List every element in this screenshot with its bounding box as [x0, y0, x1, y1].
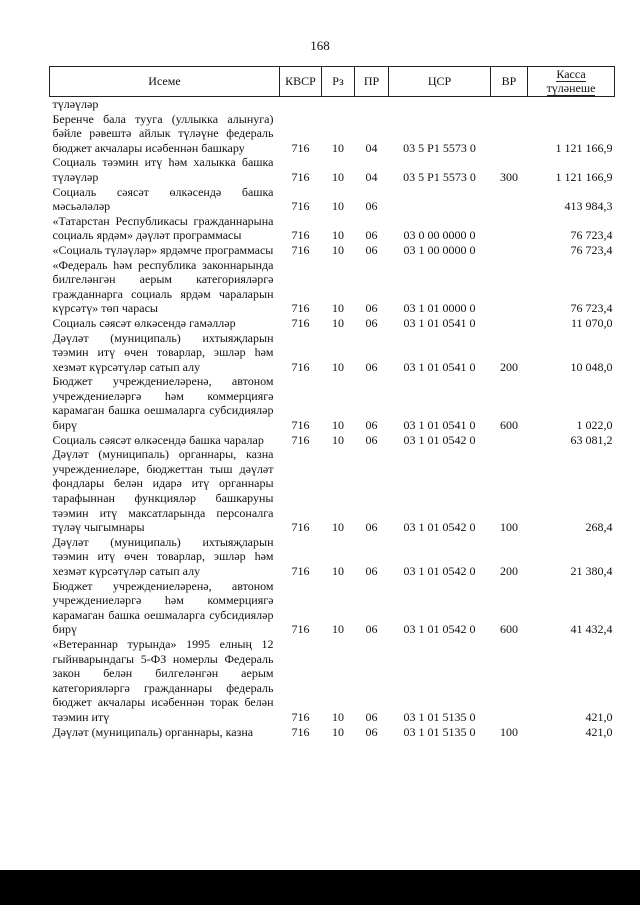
row-name: түләүләр	[52, 97, 99, 111]
header-kvsr: КВСР	[280, 67, 322, 97]
row-rz: 10	[332, 359, 344, 374]
table-row	[50, 258, 615, 316]
row-name: Социаль тәэмин итү һәм халыкка башка түләүләр	[52, 155, 274, 184]
table-row	[50, 637, 615, 725]
row-rz: 10	[332, 199, 344, 214]
row-name: «Федераль һәм республика законнарында билгеләнгән аерым категорияләргә гражданнарга социаль ярдәм чараларын күрсәтү» төп чарасы	[52, 257, 274, 316]
row-rz: 10	[332, 301, 344, 316]
row-amount: 76 723,4	[570, 242, 613, 257]
row-amount: 76 723,4	[570, 228, 613, 243]
row-amount: 11 070,0	[570, 315, 613, 330]
row-kvsr: 716	[291, 228, 310, 243]
row-csr: 03 1 01 0542 0	[403, 564, 476, 578]
table-row	[50, 331, 615, 375]
row-vr: 200	[500, 564, 518, 578]
row-kvsr: 716	[291, 564, 310, 578]
row-amount: 421,0	[585, 724, 613, 739]
row-kvsr: 716	[291, 724, 310, 739]
row-vr	[491, 112, 528, 156]
table-row	[50, 214, 615, 243]
row-name: Дәүләт (муниципаль) органнары, казна	[52, 724, 254, 739]
row-name: Беренче бала туугa (уллыкка алынуга) бәйле рәвештә айлык түләүне федераль бюджет акчалары исәбеннән башкару	[52, 111, 274, 155]
row-rz: 10	[332, 169, 344, 184]
row-pr: 06	[365, 199, 378, 214]
table-row	[50, 725, 615, 740]
row-csr: 03 1 01 0542 0	[403, 520, 476, 535]
row-rz: 10	[332, 140, 344, 155]
table-header-row	[50, 67, 615, 97]
row-amount: 1 022,0	[576, 418, 613, 433]
row-pr: 06	[365, 622, 378, 637]
row-vr	[491, 316, 528, 331]
row-vr	[491, 214, 528, 243]
row-rz: 10	[332, 228, 344, 243]
row-vr: 600	[500, 622, 518, 637]
row-vr	[491, 243, 528, 258]
row-rz: 10	[332, 622, 344, 637]
page-number: 168	[310, 38, 330, 53]
header-kassa	[528, 67, 615, 97]
row-csr: 03 0 00 0000 0	[403, 228, 476, 243]
table-row	[50, 243, 615, 258]
row-pr: 06	[365, 301, 378, 316]
row-name: Социаль сәясәт өлкәсендә гамәлләр	[52, 315, 236, 330]
row-amount: 76 723,4	[570, 301, 613, 316]
header-kassa-line2: түләнеше	[546, 80, 596, 95]
table-row	[50, 155, 615, 184]
row-csr: 03 1 01 0542 0	[403, 622, 476, 637]
table-row	[50, 97, 615, 112]
header-name: Исеме	[50, 67, 280, 97]
row-kvsr: 716	[291, 622, 310, 637]
row-kvsr: 716	[291, 169, 310, 184]
row-pr	[355, 97, 389, 112]
row-amount: 413 984,3	[564, 199, 613, 214]
row-vr	[491, 258, 528, 316]
row-vr	[491, 433, 528, 448]
row-vr	[491, 637, 528, 725]
row-csr: 03 1 01 0541 0	[403, 315, 476, 330]
row-vr: 100	[500, 520, 518, 535]
row-amount: 21 380,4	[570, 564, 613, 578]
row-pr: 06	[365, 315, 378, 330]
header-rz: Рз	[322, 67, 355, 97]
table-row	[50, 447, 615, 535]
row-pr: 06	[365, 228, 378, 243]
row-name: Социаль сәясәт өлкәсендә башка мәсьәләләр	[52, 184, 274, 214]
row-kvsr: 716	[291, 520, 310, 535]
row-csr: 03 1 01 0541 0	[403, 359, 476, 374]
row-pr: 06	[365, 520, 378, 535]
row-amount: 268,4	[585, 520, 613, 535]
row-csr: 03 1 01 5135 0	[403, 709, 476, 724]
row-csr	[389, 185, 491, 214]
row-csr: 03 5 Р1 5573 0	[403, 169, 476, 184]
row-rz: 10	[332, 564, 344, 578]
row-pr: 06	[365, 432, 378, 447]
row-vr	[491, 97, 528, 112]
row-csr	[389, 97, 491, 112]
row-kvsr: 716	[291, 140, 310, 155]
row-kvsr: 716	[291, 199, 310, 214]
row-name: «Социаль түләүләр» ярдәмче программасы	[52, 242, 274, 257]
row-vr: 600	[500, 418, 518, 433]
row-name: «Ветераннар турында» 1995 елның 12 гыйнварындагы 5-ФЗ номерлы Федераль закон белән билгеләнгән аерым категорияләргә гражданнары федераль бюджет акчалары исәбеннән торак белән тәэмин итү	[52, 636, 274, 724]
row-rz: 10	[332, 432, 344, 447]
row-name: Дәүләт (муниципаль) ихтыяҗларын тәэмин итү өчен товарлар, эшләр һәм хезмәт күрсәтүләр сатып алу	[52, 534, 274, 578]
row-amount: 63 081,2	[570, 432, 613, 447]
row-pr: 06	[365, 564, 378, 578]
row-kvsr: 716	[291, 418, 310, 433]
header-pr: ПР	[355, 67, 389, 97]
row-vr: 200	[500, 359, 518, 374]
row-kvsr	[280, 97, 322, 112]
row-name: Бюджет учреждениеләренә, автоном учреждениеләргә һәм коммерциягә карамаган башка оешмаларга субсидияләр бирү	[52, 578, 274, 637]
row-rz: 10	[332, 418, 344, 433]
row-amount: 421,0	[585, 709, 613, 724]
row-rz: 10	[332, 315, 344, 330]
row-vr: 100	[500, 724, 518, 739]
row-kvsr: 716	[291, 709, 310, 724]
row-amount: 10 048,0	[570, 359, 613, 374]
row-rz: 10	[332, 242, 344, 257]
row-kvsr: 716	[291, 432, 310, 447]
row-amount	[528, 97, 615, 112]
row-csr: 03 5 Р1 5573 0	[403, 140, 476, 155]
row-pr: 06	[365, 242, 378, 257]
header-csr: ЦСР	[389, 67, 491, 97]
table-row	[50, 535, 615, 579]
row-rz: 10	[332, 709, 344, 724]
header-vr: ВР	[491, 67, 528, 97]
scan-bottom-border	[0, 870, 640, 905]
row-pr: 06	[365, 359, 378, 374]
table-row	[50, 185, 615, 214]
row-vr: 300	[500, 169, 518, 184]
row-kvsr: 716	[291, 359, 310, 374]
row-pr: 06	[365, 724, 378, 739]
table-row	[50, 316, 615, 331]
row-csr: 03 1 00 0000 0	[403, 242, 476, 257]
row-csr: 03 1 01 0000 0	[403, 301, 476, 316]
row-csr: 03 1 01 0541 0	[403, 418, 476, 433]
table-row	[50, 433, 615, 448]
row-pr: 06	[365, 418, 378, 433]
table-row	[50, 374, 615, 432]
row-rz	[322, 97, 355, 112]
row-amount: 1 121 166,9	[555, 169, 613, 184]
header-kassa-line1: Касса	[556, 66, 586, 81]
table-row	[50, 579, 615, 637]
row-kvsr: 716	[291, 315, 310, 330]
row-vr	[491, 185, 528, 214]
row-kvsr: 716	[291, 242, 310, 257]
row-amount: 1 121 166,9	[555, 140, 613, 155]
row-name: Дәүләт (муниципаль) органнары, казна учреждениеләре, бюджеттан тыш дәүләт фондлары белән идарә итү органнары тарафыннан функцияләр башкаруны тәэмин итү максатларында персоналга түләү чыгымнары	[52, 447, 274, 535]
row-pr: 04	[365, 169, 378, 184]
row-csr: 03 1 01 0542 0	[403, 432, 476, 447]
row-name: Дәүләт (муниципаль) ихтыяҗларын тәэмин итү өчен товарлар, эшләр һәм хезмәт күрсәтүләр сатып алу	[52, 330, 274, 374]
table-row	[50, 112, 615, 156]
row-csr: 03 1 01 5135 0	[403, 724, 476, 739]
row-name: Социаль сәясәт өлкәсендә башка чаралар	[52, 432, 264, 447]
row-name: «Татарстан Республикасы гражданнарына социаль ярдәм» дәүләт программасы	[52, 213, 274, 243]
budget-table	[49, 66, 615, 739]
row-rz: 10	[332, 724, 344, 739]
row-name: Бюджет учреждениеләренә, автоном учреждениеләргә һәм коммерциягә карамаган башка оешмаларга субсидияләр бирү	[52, 374, 274, 433]
row-amount: 41 432,4	[570, 622, 613, 637]
row-pr: 06	[365, 709, 378, 724]
row-rz: 10	[332, 520, 344, 535]
row-pr: 04	[365, 140, 378, 155]
row-kvsr: 716	[291, 301, 310, 316]
